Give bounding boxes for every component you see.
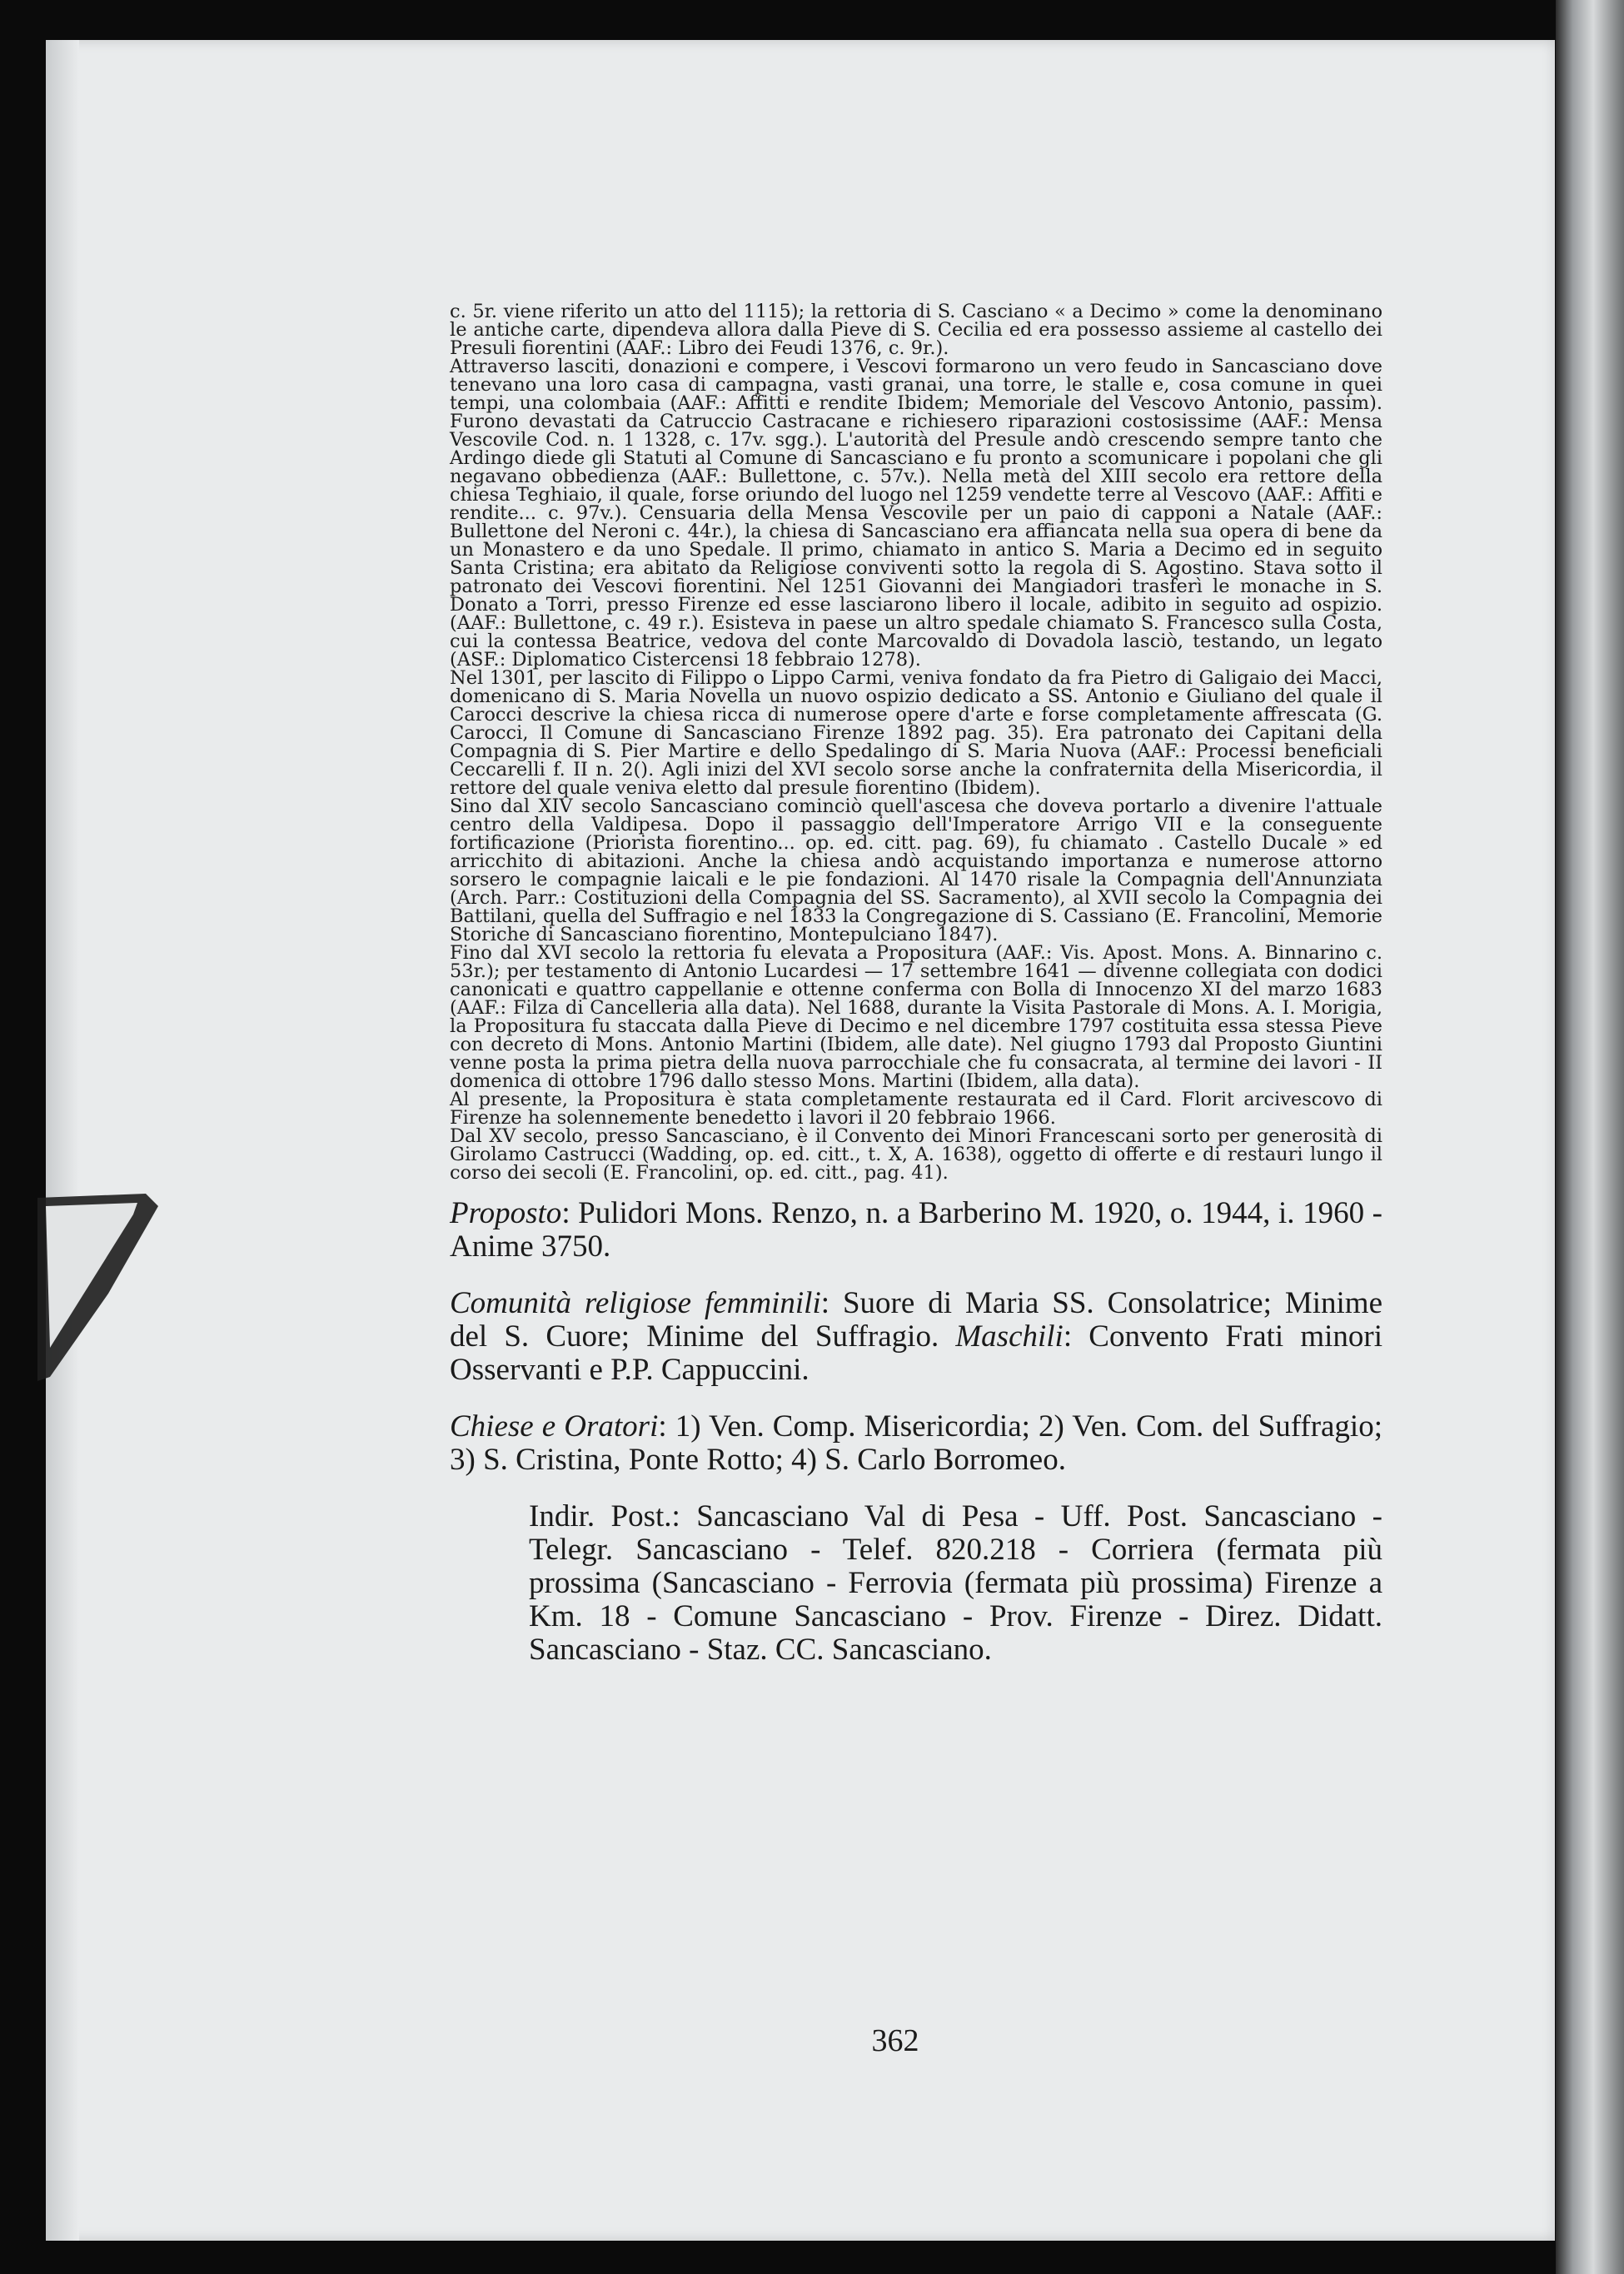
parish-info xyxy=(450,1197,1382,1667)
note-paragraph: Fino dal XVI secolo la rettoria fu elevata a Propositura (AAF.: Vis. Apost. Mons. A. Binnarino c. 53r.); per testamento di Antonio Lucardesi — 17 settembre 1641 — divenne collegiata con dodici canonicati e quattro cappellanie e ottenne conferma con Bolla di Innocenzo XI del marzo 1683 (AAF.: Filza di Cancelleria alla data). Nel 1688, durante la Visita Pastorale di Mons. A. I. Morigia, la Propositura fu staccata dalla Pieve di Decimo e nel dicembre 1797 costituita essa stessa Pieve con decreto di Mons. Antonio Martini (Ibidem, alle date). Nel giugno 1793 dal Proposto Giuntini venne posta la prima pietra della nuova parrocchiale che fu consacrata, al termine dei lavori - II domenica di ottobre 1796 dallo stesso Mons. Martini (Ibidem, alla data). xyxy=(450,942,1382,1092)
churches-entry xyxy=(450,1410,1382,1477)
churches-label: Chiese e Oratori xyxy=(450,1409,659,1444)
book-page xyxy=(46,40,1555,2241)
historical-notes xyxy=(450,302,1382,1182)
note-paragraph: Nel 1301, per lascito di Filippo o Lippo Carmi, veniva fondato da fra Pietro di Galigaio dei Macci, domenicano di S. Maria Novella un nuovo ospizio dedicato a SS. Antonio e Giuliano del quale il Carocci descrive la chiesa ricca di numerose opere d'arte e forse completamente affrescata (G. Carocci, Il Comune di Sancasciano Firenze 1892 pag. 35). Era patronato dei Capitani della Compagnia di S. Pier Martire e dello Spedalingo di S. Maria Nuova (AAF.: Processi beneficiali Ceccarelli f. II n. 2(). Agli inizi del XVI secolo sorse anche la confraternita della Misericordia, il rettore del quale veniva eletto dal presule fiorentino (Ibidem). xyxy=(450,667,1382,799)
note-paragraph: Dal XV secolo, presso Sancasciano, è il Convento dei Minori Francescani sorto per generosità di Girolamo Castrucci (Wadding, op. ed. citt., t. X, A. 1638), oggetto di offerte e di restauri lungo il corso dei secoli (E. Francolini, op. ed. citt., pag. 41). xyxy=(450,1125,1382,1184)
religious-communities-entry xyxy=(450,1287,1382,1387)
religious-communities-label: Comunità religiose femminili xyxy=(450,1286,821,1320)
religious-communities-female: : Suore di Maria SS. Consolatrice; Minime del S. Cuore; Minime del Suffragio. xyxy=(450,1286,1382,1354)
postal-address: Indir. Post.: Sancasciano Val di Pesa - Uff. Post. Sancasciano - Telegr. Sancasciano - Telef. 820.218 - Corriera (fermata più prossima (Sancasciano - Ferrovia (fermata più prossima) Firenze a Km. 18 - Comune Sancasciano - Prov. Firenze - Direz. Didatt. Sancasciano - Staz. CC. Sancasciano. xyxy=(529,1499,1382,1667)
note-paragraph: Attraverso lasciti, donazioni e compere, i Vescovi formarono un vero feudo in Sancasciano dove tenevano una loro casa di campagna, vasti granai, una torre, le stalle e, cosa comune in quei tempi, una colombaia (AAF.: Affitti e rendite Ibidem; Memoriale del Vescovo Antonio, passim). Furono devastati da Catruccio Castracane e richiesero riparazioni costosissime (AAF.: Mensa Vescovile Cod. n. 1 1328, c. 17v. sgg.). L'autorità del Presule andò crescendo sempre tanto che Ardingo diede gli Statuti al Comune di Sancasciano e fu pronto a scomunicare i popolani che gli negavano obbedienza (AAF.: Bullettone, c. 57v.). Nella metà del XIII secolo era rettore della chiesa Teghiaio, il quale, forse oriundo del luogo nel 1259 vendette terre al Vescovo (AAF.: Affiti e rendite... c. 97v.). Censuaria della Mensa Vescovile per un paio di capponi a Natale (AAF.: Bullettone del Neroni c. 44r.), la chiesa di Sancasciano era affiancata nella sua opera di bene da un Monastero e da uno Spedale. Il primo, chiamato in antico S. Maria a Decimo ed in seguito Santa Cristina; era abitato da Religiose conviventi sotto la regola di S. Agostino. Stava sotto il patronato dei Vescovi fiorentini. Nel 1251 Giovanni dei Mangiadori trasferì le monache in S. Donato a Torri, presso Firenze ed esse lasciarono libero il locale, adibito in seguito ad ospizio. (AAF.: Bullettone, c. 49 r.). Esisteva in paese un altro spedale chiamato S. Francesco sulla Costa, cui la contessa Beatrice, vedova del conte Marcovaldo di Dovadola lasciò, testando, un legato (ASF.: Diplomatico Cistercensi 18 febbraio 1278). xyxy=(450,356,1382,671)
bookmark-strap xyxy=(33,1181,167,1389)
note-paragraph: Sino dal XIV secolo Sancasciano cominciò quell'ascesa che doveva portarlo a divenire l'attuale centro della Valdipesa. Dopo il passaggio dell'Imperatore Arrigo VII e la conseguente fortificazione (Priorista fiorentino... op. ed. citt. pag. 69), fu chiamato . Castello Ducale » ed arricchito di abitazioni. Anche la chiesa andò acquistando importanza e numerose attorno sorsero le compagnie laicali e le pie fondazioni. Al 1470 risale la Compagnia dell'Annunziata (Arch. Parr.: Costituzioni della Compagnia del SS. Sacramento), al XVII secolo la Compagnia dei Battilani, quella del Suffragio e nel 1833 la Congregazione di S. Cassiano (E. Francolini, Memorie Storiche di Sancasciano fiorentino, Montepulciano 1847). xyxy=(450,795,1382,945)
note-paragraph: Al presente, la Propositura è stata completamente restaurata ed il Card. Florit arcivescovo di Firenze ha solennemente benedetto i lavori il 20 febbraio 1966. xyxy=(450,1089,1382,1129)
text-column xyxy=(450,302,1382,1667)
religious-communities-male: : Convento Frati minori Osservanti e P.P. Cappuccini. xyxy=(450,1319,1383,1387)
religious-communities-male-label: Maschili xyxy=(955,1319,1064,1354)
note-paragraph: c. 5r. viene riferito un atto del 1115); la rettoria di S. Casciano « a Decimo » come la denominano le antiche carte, dipendeva allora dalla Pieve di S. Cecilia ed era possesso assieme al castello dei Presuli fiorentini (AAF.: Libro dei Feudi 1376, c. 9r.). xyxy=(450,301,1382,359)
proposto-entry xyxy=(450,1197,1382,1264)
page-number: 362 xyxy=(871,2023,919,2058)
proposto-label: Proposto xyxy=(450,1196,562,1230)
churches-text: : 1) Ven. Comp. Misericordia; 2) Ven. Com. del Suffragio; 3) S. Cristina, Ponte Rotto; 4) S. Carlo Borromeo. xyxy=(450,1409,1382,1477)
proposto-text: : Pulidori Mons. Renzo, n. a Barberino M. 1920, o. 1944, i. 1960 - Anime 3750. xyxy=(450,1196,1382,1264)
adjacent-page-edge xyxy=(1556,0,1624,2274)
